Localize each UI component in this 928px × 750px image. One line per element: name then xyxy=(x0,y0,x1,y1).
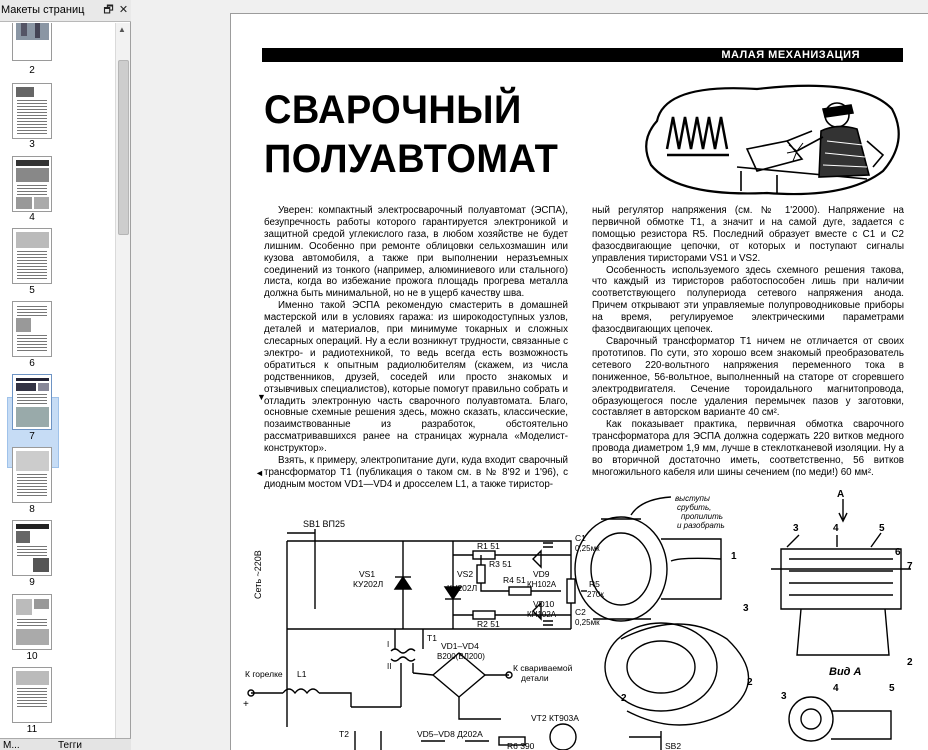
label-mains: Сеть ~220В xyxy=(253,550,263,599)
thumbnail-label: 4 xyxy=(29,212,35,223)
part-number: 6 xyxy=(895,547,901,558)
label-t2: T2 xyxy=(339,729,349,739)
part-number: 2 xyxy=(907,657,913,668)
part-number: 5 xyxy=(889,683,895,694)
paragraph-marker-icon: ◄ xyxy=(255,468,264,478)
thumbnail-page-3[interactable] xyxy=(12,83,52,139)
part-number: 2 xyxy=(621,693,627,704)
callout-text: срубить, xyxy=(677,503,712,512)
tab-pages[interactable]: М... xyxy=(3,740,20,750)
thumbnail-page-5[interactable] xyxy=(12,228,52,284)
paragraph: Уверен: компактный электросварочный полуавтомат (ЭСПА), безупречность работы которого гарантируется электроникой и защитной средой углекислого газа, в любом хозяйстве не будет лишним. Особенно при ремонте облицовки сельхозмашин или кузова автомобиля, а также при выполнении неразъемных соединений из тонкого (например, алюминиевого или стального) листа, когда во избежание прожога площадь прогрева металла должна быть минимальной, но не в ущерб качеству шва. xyxy=(264,205,568,300)
document-page xyxy=(230,13,928,750)
thumbnail-label: 6 xyxy=(29,358,35,369)
thumbnail-page-6[interactable] xyxy=(12,301,52,357)
page-thumbnails-panel xyxy=(0,0,131,750)
thumbnail-label: 9 xyxy=(29,577,35,588)
paragraph: Именно такой ЭСПА рекомендую смастерить в домашней мастерской или в условиях гаража: из широкодоступных узлов, деталей и материалов, при минимуме токарных и сложных слесарных операций. Ну а если возникнут трудности, связанные с электро- и радиотехникой, то ведь всегда есть возможность обратиться к опытным радиолюбителям (скажем, из числа родственников, друзей, соседей или просто знакомых и отзывчивых специалистов), которые помогут правильно собрать и отладить электронную часть сварочного полуавтомата. Благо, основные схемные решения здесь, можно сказать, классические, позаимствованные из разработок, обстоятельно рассматривавшихся ранее на страницах журнала «Моделист-конструктор». xyxy=(264,300,568,455)
part-number: 2 xyxy=(747,677,753,688)
circuit-schematic xyxy=(241,479,921,750)
rubric-bar xyxy=(262,48,903,62)
thumbnail-page-2[interactable] xyxy=(12,23,52,61)
tab-tags[interactable]: Тегги xyxy=(58,740,82,750)
article-title-line-2: ПОЛУАВТОМАТ xyxy=(264,137,559,181)
document-viewport[interactable] xyxy=(132,0,928,750)
view-a-label: Вид А xyxy=(829,666,862,678)
paragraph: Особенность используемого здесь схемного решения такова, что каждый из тиристоров работоспособен лишь при наличии соответствующего полупериода сетевого напряжения анода. Причем открывают эти управляемые полупроводниковые приборы на время, регулируемое электрическими параметрами фазосдвигающих цепочек. xyxy=(592,264,904,336)
callout-text: пропилить xyxy=(681,512,723,521)
label-c2: C2 xyxy=(575,607,586,617)
label-plus: + xyxy=(243,699,249,710)
restore-icon[interactable]: 🗗 xyxy=(103,4,114,16)
label-vs1: VS1 xyxy=(359,569,376,579)
label-vs1-type: КУ202Л xyxy=(353,579,384,589)
close-icon[interactable]: ✕ xyxy=(118,4,129,16)
part-number: 1 xyxy=(731,551,737,562)
thumbnail-label: 3 xyxy=(29,139,35,150)
thumbnail-label: 2 xyxy=(29,65,35,76)
label-c2-value: 0,25мк xyxy=(575,618,600,627)
label-r4: R4 51 xyxy=(503,575,526,585)
label-vd10: VD10 xyxy=(533,599,555,609)
thumbnail-scrollbar[interactable] xyxy=(115,23,130,738)
panel-title: Макеты страниц xyxy=(1,4,85,16)
label-bridge: VD1–VD4 xyxy=(441,641,479,651)
part-number: 3 xyxy=(793,523,799,534)
label-c1: C1 xyxy=(575,533,586,543)
label-r3: R3 51 xyxy=(489,559,512,569)
view-arrow-label: А xyxy=(837,489,845,500)
label-vd9: VD9 xyxy=(533,569,550,579)
label-vd10-type: КН102А xyxy=(527,610,557,619)
view-a-drawing xyxy=(771,499,911,741)
label-winding-1: I xyxy=(387,640,390,649)
thumbnail-page-8[interactable] xyxy=(12,447,52,503)
label-r2: R2 51 xyxy=(477,619,500,629)
label-t1: T1 xyxy=(427,633,437,643)
scrollbar-thumb[interactable] xyxy=(118,60,129,235)
thumbnail-label: 5 xyxy=(29,285,35,296)
label-r5: R5 xyxy=(589,579,600,589)
thumbnail-label: 8 xyxy=(29,504,35,515)
thumbnail-page-4[interactable] xyxy=(12,156,52,212)
label-c1-value: 0,25мк xyxy=(575,544,600,553)
welder-illustration xyxy=(637,79,905,197)
label-r6: R6 390 xyxy=(507,741,535,750)
part-number: 3 xyxy=(743,603,749,614)
label-r1: R1 51 xyxy=(477,541,500,551)
part-number: 7 xyxy=(907,561,913,572)
stator-drawing xyxy=(575,497,749,725)
part-number: 5 xyxy=(879,523,885,534)
paragraph: Как показывает практика, первичная обмотка сварочного трансформатора для ЭСПА должна содержать 220 витков медного провода диаметром 1,9 мм, лучше в стеклотканевой изоляции. Ну а во вторичной достаточно иметь, соответственно, 56 витков многожильного кабеля или шины сечением (по меди!) 60 мм². xyxy=(592,419,904,478)
thumbnail-page-10[interactable] xyxy=(12,594,52,650)
part-number: 4 xyxy=(833,523,839,534)
part-number: 3 xyxy=(781,691,787,702)
thumbnail-page-11[interactable] xyxy=(12,667,52,723)
part-number: 4 xyxy=(833,683,839,694)
label-vt2: VT2 КТ903А xyxy=(531,713,579,723)
thumbnail-label: 7 xyxy=(29,431,35,442)
callout-text: и разобрать xyxy=(677,521,725,530)
article-column-right xyxy=(592,205,904,479)
paragraph-marker-icon: ▼ xyxy=(257,392,266,402)
thumbnail-label: 10 xyxy=(26,651,38,662)
panel-tabs xyxy=(0,738,131,750)
thumbnail-page-9[interactable] xyxy=(12,520,52,576)
label-torch: К горелке xyxy=(245,669,283,679)
label-sb2: SB2 xyxy=(665,741,682,750)
label-vd5-8: VD5–VD8 Д202А xyxy=(417,729,483,739)
label-vd9-type: КН102А xyxy=(527,580,557,589)
callout-text: выступы xyxy=(675,494,710,503)
label-vs2-type: КУ202Л xyxy=(447,583,478,593)
label-workpiece-2: детали xyxy=(521,673,549,683)
label-workpiece-1: К свариваемой xyxy=(513,663,573,673)
label-vs2: VS2 xyxy=(457,569,474,579)
panel-header xyxy=(0,0,131,22)
paragraph: Сварочный трансформатор Т1 ничем не отличается от своих прототипов. По сути, это хорошо всем знакомый преобразователь сетевого 220-вольтного напряжения переменного тока в пониженное, 56-вольтное, выполненный на статоре от сгоревшего электродвигателя. Сечение тороидального магнитопровода, образующегося после удаления перемычек пазов у заготовки, составляет в авторском варианте 40 см². xyxy=(592,335,904,419)
label-bridge-type: В200(ВЛ200) xyxy=(437,652,485,661)
thumbnail-label: 11 xyxy=(26,724,38,735)
label-l1: L1 xyxy=(297,669,307,679)
thumbnail-list xyxy=(0,23,115,738)
scroll-up-arrow-icon[interactable]: ▲ xyxy=(118,25,126,34)
paragraph: Взять, к примеру, электропитание дуги, куда входит сварочный трансформатор Т1 (публикация о таком см. в № 8'92 и 1'96), с диодным мостом VD1—VD4 и дросселем L1, а также тиристор- xyxy=(264,455,568,490)
article-title-line-1: СВАРОЧНЫЙ xyxy=(264,88,522,132)
paragraph: ный регулятор напряжения (см. № 1'2000). Напряжение на первичной обмотке Т1, а значит и на самой дуге, задается с помощью резистора R5. Последний образует вместе с С1 и С2 фазосдвигающие цепочки, от которых и поступают сигналы управления тиристорами VS1 и VS2. xyxy=(592,205,904,264)
rubric-label: МАЛАЯ МЕХАНИЗАЦИЯ xyxy=(721,49,860,61)
label-r5-value: 270к xyxy=(587,590,604,599)
label-winding-2: II xyxy=(387,662,392,671)
label-sb1: SB1 ВП25 xyxy=(303,519,345,529)
thumbnail-page-7[interactable] xyxy=(12,374,52,430)
article-column-left xyxy=(264,205,568,491)
